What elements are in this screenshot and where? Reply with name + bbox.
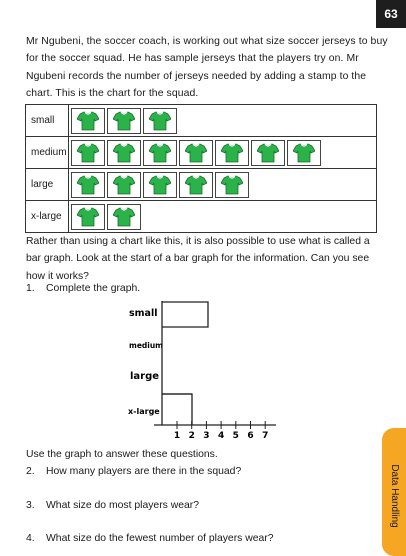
jersey-stamp-icon: [179, 172, 213, 198]
jersey-stamp-icon: [215, 140, 249, 166]
intro-line: chart. This is the chart for the squad.: [26, 88, 199, 100]
x-tick-label: 1: [173, 431, 181, 441]
question-text: What size do most players wear?: [46, 500, 200, 511]
question-text: What size do the fewest number of players wear?: [46, 533, 274, 544]
jersey-stamp-icon: [107, 172, 141, 198]
tally-row-label: x-large: [26, 201, 69, 233]
jersey-stamp-icon: [143, 140, 177, 166]
section-tab: [382, 428, 406, 556]
jersey-stamp-icon: [287, 140, 321, 166]
tally-row-label: small: [26, 105, 69, 137]
question-number: 4.: [26, 533, 35, 544]
tally-row: [26, 105, 377, 137]
x-tick-label: 3: [203, 431, 210, 441]
x-tick-label: 7: [262, 431, 269, 441]
jersey-stamp-icon: [179, 140, 213, 166]
jersey-stamp-icon: [71, 172, 105, 198]
bar-graph-label-x-large: x-large: [128, 407, 160, 416]
x-tick-label: 2: [188, 431, 195, 441]
tally-stamps: [69, 169, 377, 201]
tally-row: [26, 201, 377, 233]
x-tick-label: 4: [217, 431, 225, 441]
x-tick-label: 6: [247, 431, 254, 441]
jersey-stamp-icon: [107, 140, 141, 166]
tally-row: [26, 169, 377, 201]
para-line: bar graph. Look at the start of a bar graph for the information. Can you see: [26, 253, 370, 265]
question-1: [26, 283, 140, 294]
tally-stamps: [69, 137, 377, 169]
tally-stamps: [69, 105, 377, 137]
x-tick-label: 5: [232, 431, 239, 441]
bar-x-large: [162, 394, 192, 425]
question-number: 2.: [26, 466, 35, 477]
question-3: [26, 500, 199, 511]
para-line: how it works?: [26, 270, 89, 282]
jersey-stamp-icon: [143, 108, 177, 134]
section-tab-label: Data Handling: [389, 464, 400, 528]
bar-graph-label-small: small: [129, 308, 158, 319]
bar-graph-paragraph: [26, 233, 380, 285]
para-line: Rather than using a chart like this, it is also possible to use what is called a: [26, 236, 370, 247]
jersey-stamp-icon: [251, 140, 285, 166]
tally-stamps: [69, 201, 377, 233]
question-2: [26, 466, 241, 477]
page-number: 63: [376, 0, 406, 28]
tally-row: [26, 137, 377, 169]
jersey-tally-chart: [25, 104, 377, 233]
jersey-stamp-icon: [143, 172, 177, 198]
question-number: 3.: [26, 500, 35, 511]
jersey-stamp-icon: [71, 140, 105, 166]
bar-graph-label-medium: medium: [129, 341, 163, 350]
intro-line: for the soccer squad. He has sample jerseys that the players try on. Mr: [26, 53, 359, 65]
use-graph-instruction: Use the graph to answer these questions.: [26, 449, 218, 460]
tally-row-label: medium: [26, 137, 69, 169]
question-text: How many players are there in the squad?: [46, 466, 242, 477]
x-ticks: [174, 421, 268, 441]
tally-row-label: large: [26, 169, 69, 201]
intro-line: Mr Ngubeni, the soccer coach, is working out what size soccer jerseys to buy: [26, 36, 388, 47]
bar-graph: [124, 297, 284, 443]
bar-small: [162, 302, 208, 327]
intro-line: Ngubeni records the number of jerseys needed by adding a stamp to the: [26, 70, 367, 82]
question-4: [26, 533, 274, 544]
jersey-stamp-icon: [71, 108, 105, 134]
jersey-stamp-icon: [107, 204, 141, 230]
question-number: 1.: [26, 283, 35, 294]
intro-paragraph: [26, 33, 388, 103]
jersey-stamp-icon: [107, 108, 141, 134]
jersey-stamp-icon: [71, 204, 105, 230]
jersey-stamp-icon: [215, 172, 249, 198]
question-text: Complete the graph.: [46, 283, 141, 294]
bar-graph-label-large: large: [130, 371, 160, 382]
